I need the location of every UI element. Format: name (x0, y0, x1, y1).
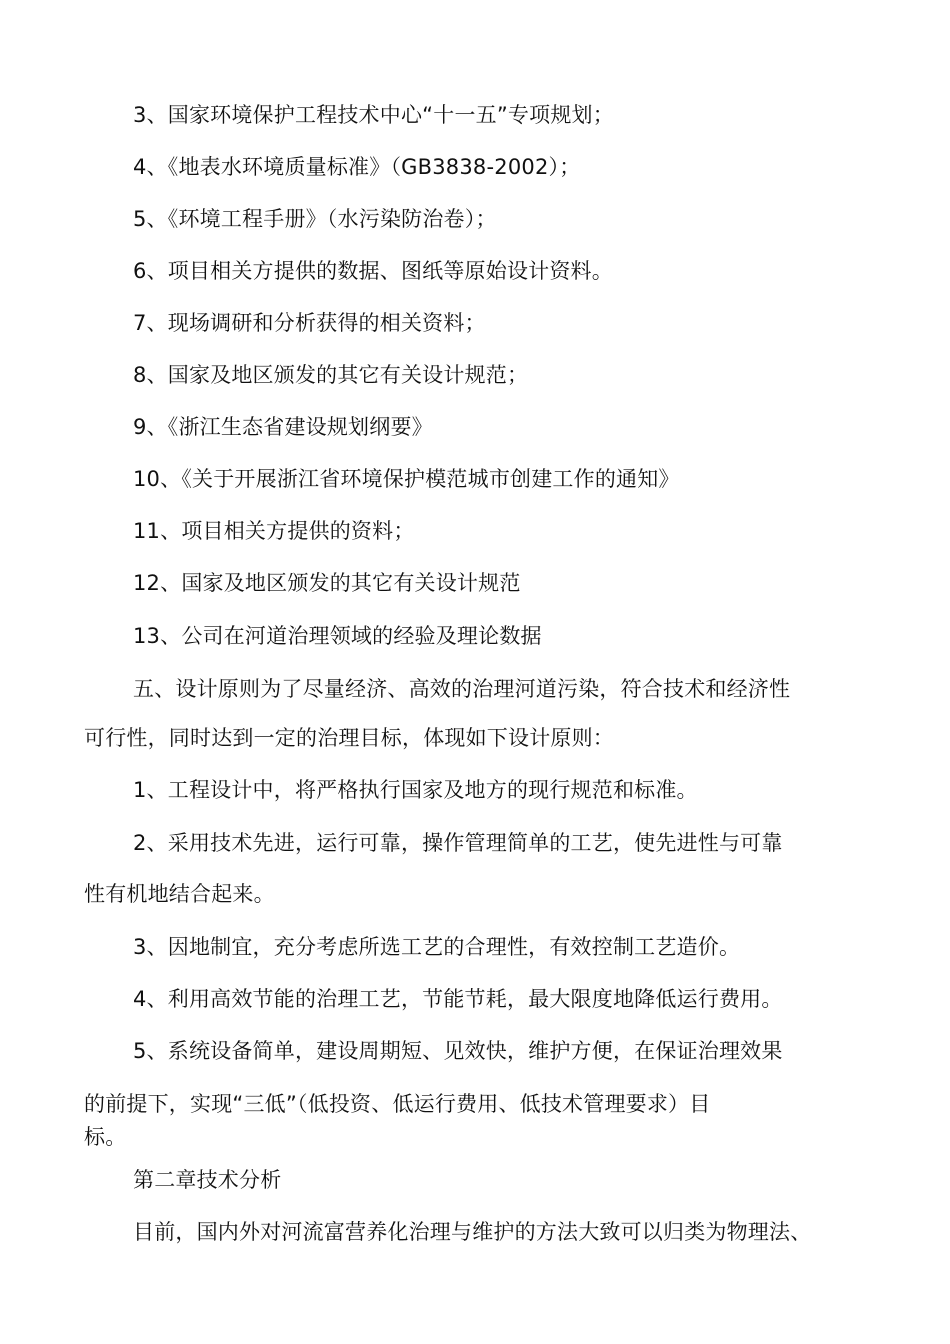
reference-item-8: 8、国家及地区颁发的其它有关设计规范； (133, 363, 529, 387)
reference-item-13: 13、公司在河道治理领域的经验及理论数据 (133, 624, 542, 648)
principle-item-5-ending: 标。 (84, 1125, 127, 1149)
principle-item-3: 3、因地制宜，充分考虑所选工艺的合理性，有效控制工艺造价。 (133, 935, 741, 959)
principle-item-4: 4、利用高效节能的治理工艺，节能节耗，最大限度地降低运行费用。 (133, 987, 783, 1011)
chapter-intro-paragraph: 目前，国内外对河流富营养化治理与维护的方法大致可以归类为物理法、 (133, 1220, 812, 1244)
principle-item-5: 5、系统设备简单，建设周期短、见效快，维护方便，在保证治理效果 (133, 1039, 783, 1063)
design-principles-continuation: 可行性，同时达到一定的治理目标，体现如下设计原则： (84, 726, 614, 750)
reference-item-4: 4、《地表水环境质量标准》（GB3838-2002）； (133, 155, 581, 179)
principle-item-2: 2、采用技术先进，运行可靠，操作管理简单的工艺，使先进性与可靠 (133, 831, 783, 855)
reference-item-12: 12、国家及地区颁发的其它有关设计规范 (133, 571, 521, 595)
reference-item-7: 7、现场调研和分析获得的相关资料； (133, 311, 486, 335)
principle-item-1: 1、工程设计中，将严格执行国家及地方的现行规范和标准。 (133, 778, 698, 802)
reference-item-3: 3、国家环境保护工程技术中心“十一五”专项规划； (133, 103, 614, 127)
principle-item-2-continuation: 性有机地结合起来。 (84, 882, 275, 906)
reference-item-5: 5、《环境工程手册》（水污染防治卷）； (133, 207, 497, 231)
reference-item-9: 9、《浙江生态省建设规划纲要》 (133, 415, 433, 439)
reference-item-6: 6、项目相关方提供的数据、图纸等原始设计资料。 (133, 259, 613, 283)
chapter-title: 第二章技术分析 (133, 1168, 282, 1192)
principle-item-5-continuation: 的前提下，实现“三低”（低投资、低运行费用、低技术管理要求）目 (84, 1092, 711, 1116)
reference-item-11: 11、项目相关方提供的资料； (133, 519, 415, 543)
reference-item-10: 10、《关于开展浙江省环境保护模范城市创建工作的通知》 (133, 467, 680, 491)
design-principles-heading: 五、设计原则为了尽量经济、高效的治理河道污染，符合技术和经济性 (133, 677, 791, 701)
